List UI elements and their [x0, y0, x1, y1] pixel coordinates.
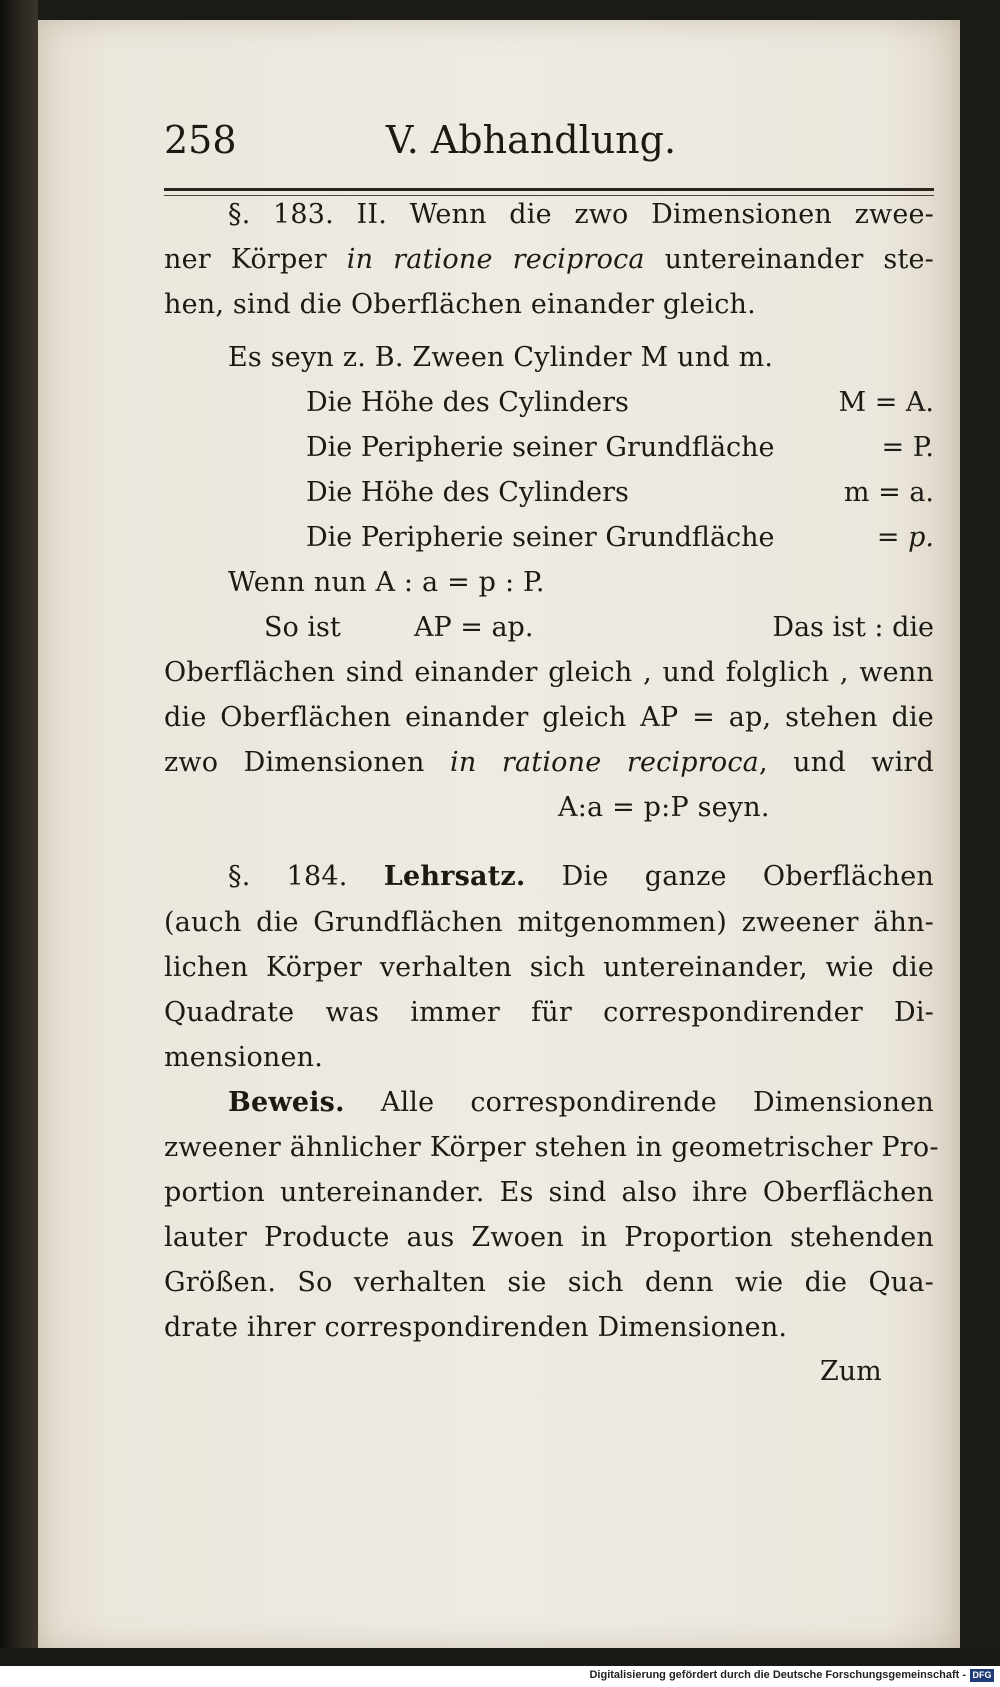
s183-line-2: [164, 240, 934, 280]
s184-line-2: (auch die Grundflächen mitgenommen) zweener ähn-: [164, 907, 934, 938]
s183-latin: in ratione reciproca: [346, 244, 645, 275]
proof-line-1: [228, 1083, 934, 1123]
proof-line-5: Größen. So verhalten sie sich denn wie die Qua-: [164, 1267, 934, 1298]
s183-para-3: [164, 743, 934, 783]
s183-para-2: die Oberflächen einander gleich AP = ap, stehen die: [164, 702, 934, 733]
definition-label-2: Die Peripherie seiner Grundfläche: [306, 432, 775, 463]
so-ist-formula: AP = ap.: [414, 612, 534, 643]
s183-line-2a: ner Körper: [164, 244, 347, 275]
wenn-line: Wenn nun A : a = p : P.: [228, 567, 545, 598]
page-number: 258: [164, 118, 237, 162]
s184-line-5: mensionen.: [164, 1042, 324, 1073]
dfg-logo: DFG: [970, 1669, 994, 1682]
definition-label-3: Die Höhe des Cylinders: [306, 477, 629, 508]
definition-value-4: = p.: [876, 522, 934, 553]
example-line: Es seyn z. B. Zween Cylinder M und m.: [228, 342, 774, 373]
s184-line-1a: §. 184.: [228, 861, 384, 892]
catchword: Zum: [820, 1356, 882, 1387]
so-ist-label: So ist: [264, 612, 341, 643]
definition-value-1: M = A.: [838, 387, 934, 418]
header-rule: [164, 188, 934, 191]
s183-para-3a: zwo Dimensionen: [164, 747, 451, 778]
running-title: V. Abhandlung.: [385, 118, 677, 162]
s183-line-1: §. 183. II. Wenn die zwo Dimensionen zwee-: [228, 199, 934, 230]
proof-line-6: drate ihrer correspondirenden Dimensionen.: [164, 1312, 788, 1343]
page-header: [128, 118, 934, 168]
lehrsatz-label: Lehrsatz.: [383, 861, 526, 892]
s184-line-1c: Die ganze Oberflächen: [525, 861, 934, 892]
s183-para-1: Oberflächen sind einander gleich , und folglich , wenn: [164, 657, 934, 688]
beweis-label: Beweis.: [228, 1087, 345, 1118]
s183-para-4: A:a = p:P seyn.: [558, 792, 770, 823]
book-spine: [0, 0, 38, 1650]
scan-bottom-edge: [0, 1648, 1000, 1666]
proof-line-4: lauter Producte aus Zwoen in Proportion stehenden: [164, 1222, 934, 1253]
s183-line-3: hen, sind die Oberflächen einander gleich.: [164, 289, 756, 320]
s184-line-4: Quadrate was immer für correspondirender Di-: [164, 997, 934, 1028]
definition-label-1: Die Höhe des Cylinders: [306, 387, 629, 418]
definition-value-2: = P.: [881, 432, 934, 463]
s183-para-latin: in ratione reciproca: [450, 747, 759, 778]
proof-line-1b: Alle correspondirende Dimensionen: [344, 1087, 934, 1118]
footer-credit: Digitalisierung gefördert durch die Deutsche Forschungsgemeinschaft -: [589, 1669, 966, 1681]
s183-para-3c: , und wird: [758, 747, 935, 778]
proof-line-2: zweener ähnlicher Körper stehen in geometrischer Pro-: [164, 1132, 939, 1163]
s184-line-3: lichen Körper verhalten sich untereinander, wie die: [164, 952, 934, 983]
s183-line-2c: untereinander ste-: [644, 244, 935, 275]
definition-label-4: Die Peripherie seiner Grundfläche: [306, 522, 775, 553]
s184-line-1: [228, 857, 934, 897]
definition-value-3: m = a.: [843, 477, 934, 508]
so-ist-tail: Das ist : die: [772, 612, 934, 643]
proof-line-3: portion untereinander. Es sind also ihre Oberflächen: [164, 1177, 934, 1208]
